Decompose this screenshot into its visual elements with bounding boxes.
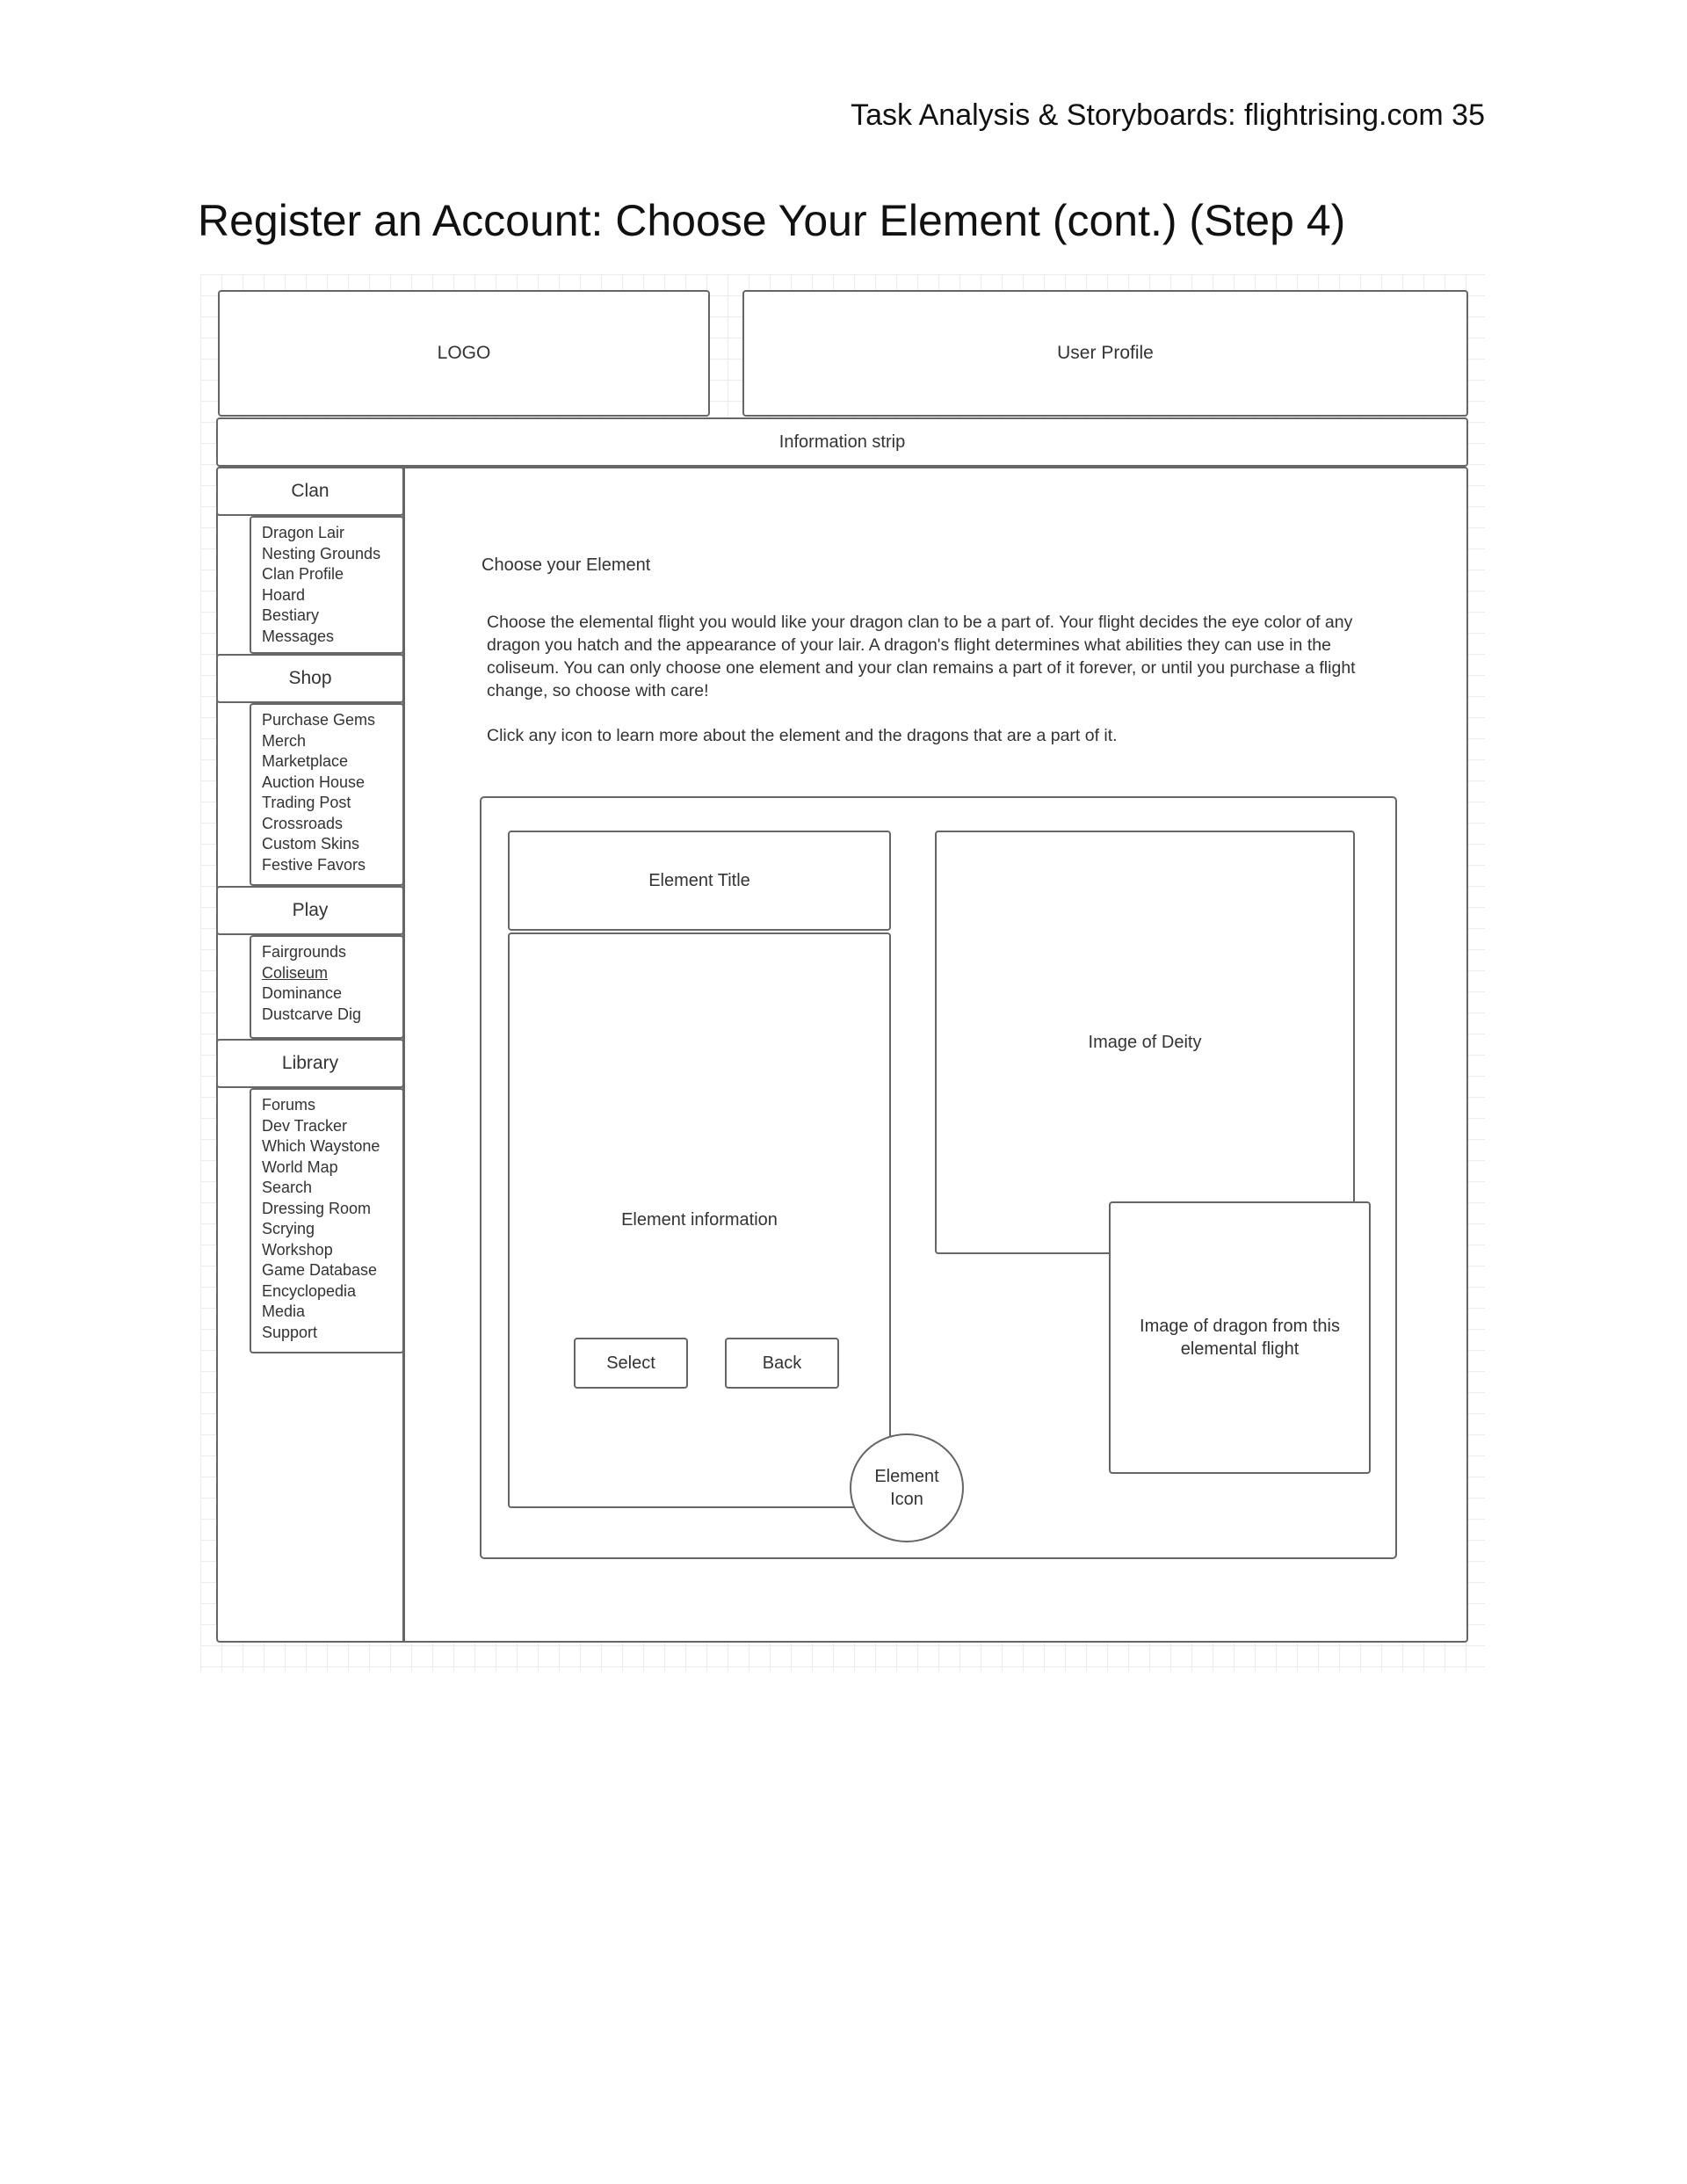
nav-item-which-waystone[interactable]: Which Waystone bbox=[262, 1137, 380, 1155]
nav-item-workshop[interactable]: Workshop bbox=[262, 1240, 333, 1259]
information-strip-label: Information strip bbox=[778, 432, 906, 452]
element-info-label: Element information bbox=[621, 1209, 778, 1230]
nav-item-dragon-lair[interactable]: Dragon Lair bbox=[262, 524, 345, 541]
logo-label: LOGO bbox=[437, 343, 491, 363]
nav-list-library bbox=[250, 1088, 404, 1353]
user-profile-label: User Profile bbox=[1057, 343, 1154, 363]
nav-item-world-map[interactable]: World Map bbox=[262, 1157, 338, 1176]
nav-item-hoard[interactable]: Hoard bbox=[262, 585, 306, 604]
back-button[interactable]: Back bbox=[725, 1338, 839, 1389]
deity-image-label: Image of Deity bbox=[1088, 1032, 1202, 1052]
nav-list-clan bbox=[250, 516, 404, 654]
dragon-image-label: Image of dragon from this elemental flight bbox=[1140, 1317, 1340, 1359]
nav-item-clan-profile[interactable]: Clan Profile bbox=[262, 565, 344, 583]
nav-item-search[interactable]: Search bbox=[262, 1179, 313, 1196]
nav-item-nesting-grounds[interactable]: Nesting Grounds bbox=[262, 544, 381, 562]
nav-item-scrying[interactable]: Scrying bbox=[262, 1220, 315, 1237]
nav-item-support[interactable]: Support bbox=[262, 1323, 318, 1341]
select-button[interactable]: Select bbox=[574, 1338, 688, 1389]
nav-item-purchase-gems[interactable]: Purchase Gems bbox=[262, 711, 376, 729]
dragon-image-placeholder bbox=[1109, 1201, 1371, 1474]
nav-heading-library[interactable] bbox=[216, 1039, 404, 1088]
nav-item-crossroads[interactable]: Crossroads bbox=[262, 814, 344, 832]
content-paragraph-hint: Click any icon to learn more about the element and the dragons that are a part of it. bbox=[487, 726, 1118, 745]
nav-item-coliseum[interactable]: Coliseum bbox=[262, 963, 329, 982]
nav-heading-clan[interactable] bbox=[216, 467, 404, 516]
nav-item-media[interactable]: Media bbox=[262, 1302, 306, 1320]
nav-item-forums[interactable]: Forums bbox=[262, 1096, 316, 1114]
logo-box[interactable] bbox=[218, 290, 710, 417]
nav-item-fairgrounds[interactable]: Fairgrounds bbox=[262, 943, 347, 961]
nav-heading-play-label: Play bbox=[292, 900, 329, 920]
nav-item-bestiary[interactable]: Bestiary bbox=[262, 606, 320, 624]
nav-item-marketplace[interactable]: Marketplace bbox=[262, 752, 349, 770]
nav-item-trading-post[interactable]: Trading Post bbox=[262, 794, 351, 811]
nav-item-merch[interactable]: Merch bbox=[262, 731, 307, 750]
content-heading: Choose your Element bbox=[481, 555, 651, 575]
nav-item-dressing-room[interactable]: Dressing Room bbox=[262, 1199, 372, 1217]
nav-item-dominance[interactable]: Dominance bbox=[262, 984, 343, 1002]
nav-list-shop bbox=[250, 703, 404, 886]
page-header: Task Analysis & Storyboards: flightrising.com 35 bbox=[851, 98, 1485, 132]
nav-heading-shop[interactable] bbox=[216, 654, 404, 703]
information-strip bbox=[216, 417, 1468, 467]
nav-heading-play[interactable] bbox=[216, 886, 404, 935]
nav-item-dev-tracker[interactable]: Dev Tracker bbox=[262, 1116, 348, 1135]
page-title: Register an Account: Choose Your Element (cont.) (Step 4) bbox=[198, 196, 1346, 245]
nav-item-game-database[interactable]: Game Database bbox=[262, 1261, 378, 1279]
nav-item-auction-house[interactable]: Auction House bbox=[262, 773, 366, 791]
nav-item-festive-favors[interactable]: Festive Favors bbox=[262, 855, 366, 874]
element-icon[interactable] bbox=[850, 1433, 964, 1542]
nav-list-play bbox=[250, 935, 404, 1039]
nav-heading-library-label: Library bbox=[281, 1053, 339, 1073]
nav-item-messages[interactable]: Messages bbox=[262, 627, 335, 645]
nav-heading-shop-label: Shop bbox=[288, 668, 332, 688]
element-title-box bbox=[508, 831, 891, 931]
nav-item-custom-skins[interactable]: Custom Skins bbox=[262, 835, 360, 853]
element-title-label: Element Title bbox=[648, 870, 750, 890]
deity-image-placeholder bbox=[935, 831, 1355, 1254]
element-icon-label: Element Icon bbox=[874, 1467, 939, 1509]
nav-heading-clan-label: Clan bbox=[291, 481, 329, 501]
nav-item-encyclopedia[interactable]: Encyclopedia bbox=[262, 1281, 357, 1300]
user-profile-box[interactable] bbox=[742, 290, 1468, 417]
content-paragraph-intro: Choose the elemental flight you would like your dragon clan to be a part of. Your flight decides the eye color of any dragon you hatch and the appearance of your lair. A dragon's flight determines what abilities they can use in the coliseum. You can only choose one element and your clan remains a part of it forever, or until you purchase a flight change, so choose with care! bbox=[487, 613, 1356, 700]
nav-item-dustcarve-dig[interactable]: Dustcarve Dig bbox=[262, 1005, 362, 1023]
